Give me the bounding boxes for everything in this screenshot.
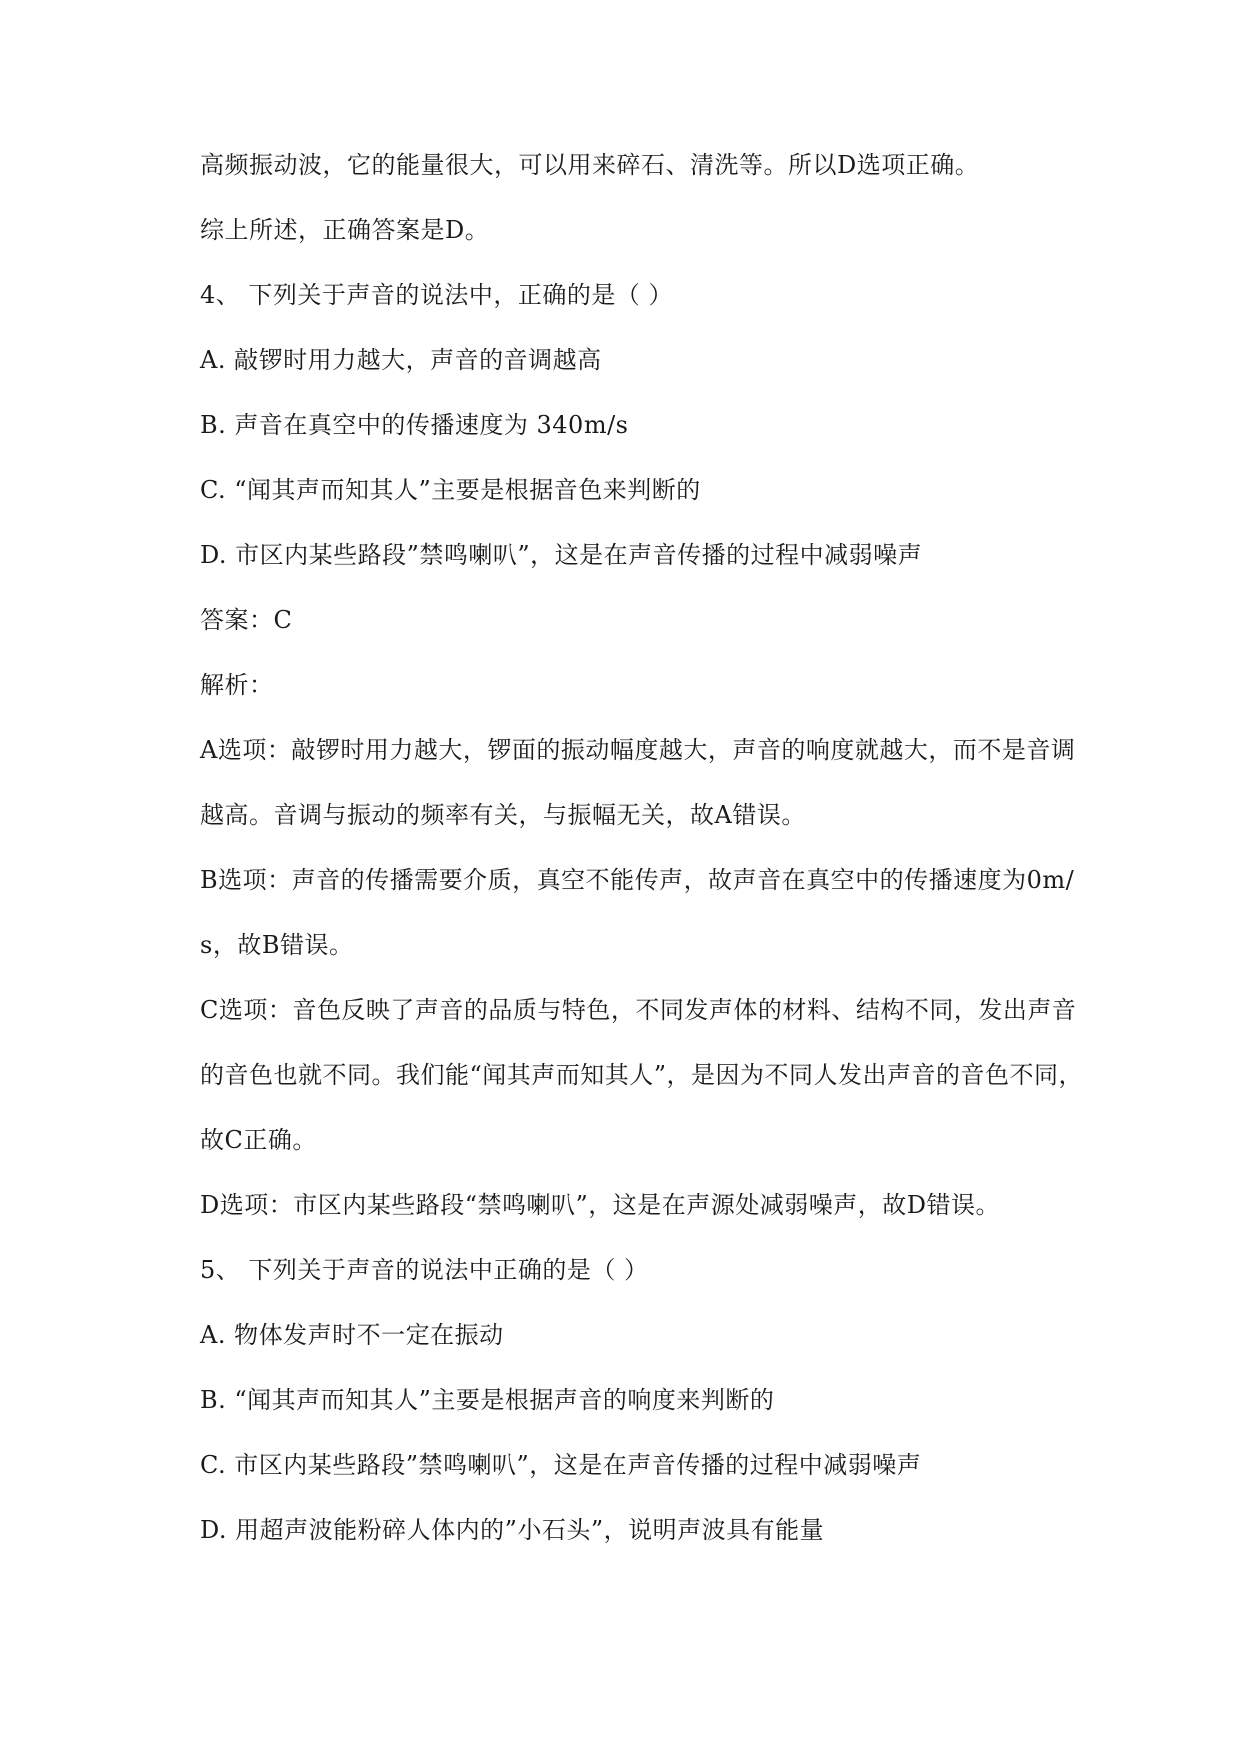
analysis-c-line-2: 的音色也就不同。我们能“闻其声而知其人”，是因为不同人发出声音的音色不同， bbox=[200, 1061, 1084, 1089]
text-line: 综上所述，正确答案是D。 bbox=[200, 216, 490, 244]
question-5-option-d: D. 用超声波能粉碎人体内的”小石头”，说明声波具有能量 bbox=[200, 1516, 825, 1544]
analysis-label: 解析： bbox=[200, 671, 274, 699]
analysis-b-line-2: s，故B错误。 bbox=[200, 931, 354, 959]
answer-label: 答案：C bbox=[200, 606, 293, 634]
analysis-c-line-1: C选项：音色反映了声音的品质与特色，不同发声体的材料、结构不同，发出声音 bbox=[200, 996, 1077, 1024]
question-5-option-a: A. 物体发声时不一定在振动 bbox=[200, 1321, 504, 1349]
analysis-d-line-1: D选项：市区内某些路段“禁鸣喇叭”，这是在声源处减弱噪声，故D错误。 bbox=[200, 1191, 1001, 1219]
question-4-stem: 4、 下列关于声音的说法中，正确的是（ ） bbox=[200, 281, 674, 309]
question-4-option-a: A. 敲锣时用力越大，声音的音调越高 bbox=[200, 346, 602, 374]
question-5-option-c: C. 市区内某些路段”禁鸣喇叭”，这是在声音传播的过程中减弱噪声 bbox=[200, 1451, 922, 1479]
question-5-option-b: B. “闻其声而知其人”主要是根据声音的响度来判断的 bbox=[200, 1386, 775, 1414]
analysis-a-line-1: A选项：敲锣时用力越大，锣面的振动幅度越大，声音的响度就越大，而不是音调 bbox=[200, 736, 1076, 764]
analysis-c-line-3: 故C正确。 bbox=[200, 1126, 317, 1154]
analysis-a-line-2: 越高。音调与振动的频率有关，与振幅无关，故A错误。 bbox=[200, 801, 806, 829]
text-line: 高频振动波，它的能量很大，可以用来碎石、清洗等。所以D选项正确。 bbox=[200, 151, 980, 179]
analysis-b-line-1: B选项：声音的传播需要介质，真空不能传声，故声音在真空中的传播速度为0m/ bbox=[200, 866, 1075, 894]
question-5-stem: 5、 下列关于声音的说法中正确的是（ ） bbox=[200, 1256, 649, 1284]
question-4-option-d: D. 市区内某些路段”禁鸣喇叭”，这是在声音传播的过程中减弱噪声 bbox=[200, 541, 923, 569]
question-4-option-b: B. 声音在真空中的传播速度为 340m/s bbox=[200, 411, 629, 439]
question-4-option-c: C. “闻其声而知其人”主要是根据音色来判断的 bbox=[200, 476, 701, 504]
